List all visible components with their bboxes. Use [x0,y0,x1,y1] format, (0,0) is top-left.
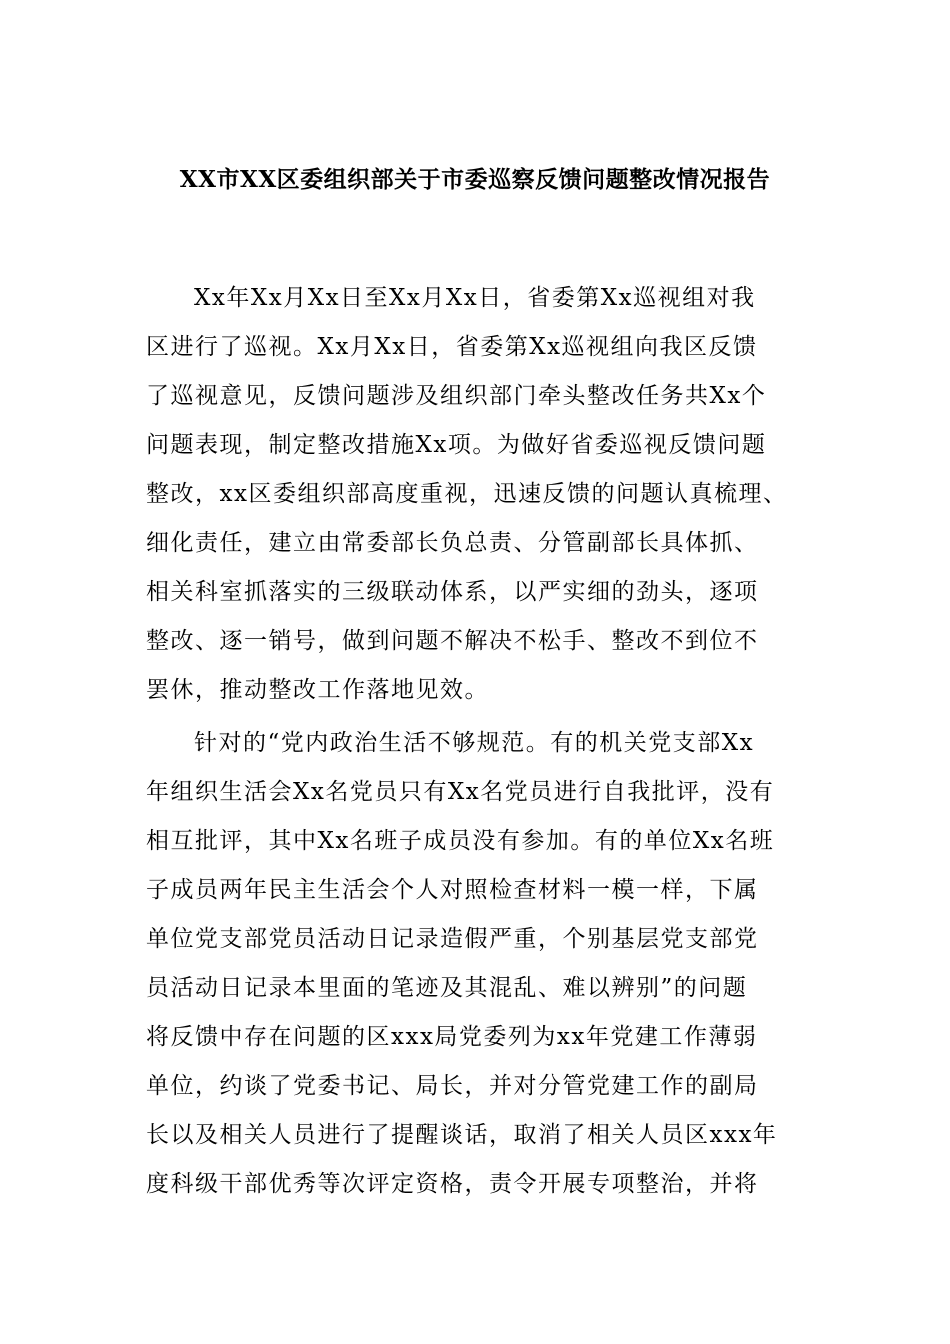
paragraph-2-line-6: 员活动日记录本里面的笔迹及其混乱、难以辨别”的问题 [146,975,748,1001]
paragraph-2-line-8: 单位，约谈了党委书记、局长，并对分管党建工作的副局 [146,1073,759,1099]
paragraph-2-line-9: 长以及相关人员进行了提醒谈话，取消了相关人员区xxx年 [146,1122,778,1148]
paragraph-1-line-4: 问题表现，制定整改措施Xx项。为做好省委巡视反馈问题 [146,432,767,458]
paragraph-1-line-6: 细化责任，建立由常委部长负总责、分管副部长具体抓、 [146,530,759,556]
paragraph-1-line-7: 相关科室抓落实的三级联动体系，以严实细的劲头，逐项 [146,579,759,605]
paragraph-2-line-2: 年组织生活会Xx名党员只有Xx名党员进行自我批评，没有 [146,779,775,805]
paragraph-2-line-10: 度科级干部优秀等次评定资格，责令开展专项整治，并将 [146,1171,759,1197]
document-title: XX市XX区委组织部关于市委巡察反馈问题整改情况报告 [179,166,771,193]
paragraph-2-line-5: 单位党支部党员活动日记录造假严重，个别基层党支部党 [146,926,759,952]
paragraph-2-line-7: 将反馈中存在问题的区xxx局党委列为xx年党建工作薄弱 [146,1024,758,1050]
paragraph-1-line-8: 整改、逐一销号，做到问题不解决不松手、整改不到位不 [146,628,759,654]
paragraph-1-line-1: Xx年Xx月Xx日至Xx月Xx日，省委第Xx巡视组对我 [194,285,756,311]
paragraph-1-line-3: 了巡视意见，反馈问题涉及组织部门牵头整改任务共Xx个 [146,383,767,409]
paragraph-2-line-1: 针对的“党内政治生活不够规范。有的机关党支部Xx [194,730,755,756]
paragraph-1-line-2: 区进行了巡视。Xx月Xx日，省委第Xx巡视组向我区反馈 [146,334,758,360]
paragraph-1-line-5: 整改，xx区委组织部高度重视，迅速反馈的问题认真梳理、 [146,481,788,507]
paragraph-2-line-3: 相互批评，其中Xx名班子成员没有参加。有的单位Xx名班 [146,828,775,854]
paragraph-1-line-9: 罢休，推动整改工作落地见效。 [146,677,489,703]
paragraph-2-line-4: 子成员两年民主生活会个人对照检查材料一模一样，下属 [146,877,759,903]
